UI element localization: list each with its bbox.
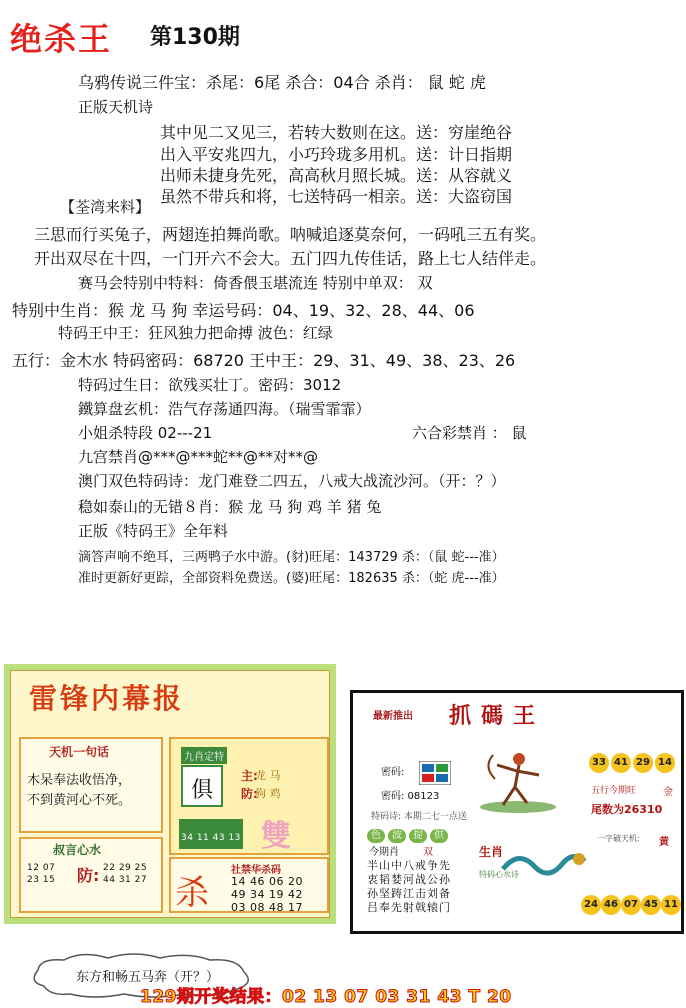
tema-poem-line: 特码诗: 本期二七一点送 bbox=[371, 812, 467, 822]
left-poster bbox=[4, 664, 336, 924]
heart-water-numbers: 12 07 bbox=[27, 863, 56, 873]
heart-water-numbers: 22 29 25 bbox=[103, 863, 148, 873]
kill-code-row: 49 34 19 42 bbox=[231, 888, 303, 901]
wuxing-tag: 五行今期旺 bbox=[591, 786, 637, 796]
ball-top: 29 bbox=[633, 753, 653, 773]
green-number-strip bbox=[179, 819, 243, 849]
small-line: 滴答声响不绝耳，三两鸭子水中游。(豺)旺尾：143729 杀：（鼠 蛇---准） bbox=[78, 550, 505, 565]
zhu-label: 主: bbox=[241, 769, 258, 783]
right-poster-title: 抓碼王 bbox=[449, 703, 546, 729]
one-word-value: 黄 bbox=[659, 837, 669, 848]
zodiac-label: 生肖 bbox=[479, 845, 504, 859]
ball-bottom: 07 bbox=[621, 895, 641, 915]
fang-value: 狗 鸡 bbox=[255, 787, 281, 800]
small-line: 准时更新好更踪，全部资料免费送。(婆)旺尾：182635 杀：（蛇 虎---准） bbox=[78, 571, 505, 586]
nine-zodiac-box bbox=[169, 737, 329, 855]
quanwan-title: 【荃湾来料】 bbox=[60, 198, 151, 216]
one-word-label: 一字破天机: bbox=[597, 834, 640, 843]
jiugong-line: 九宫禁肖@***@***蛇**@**对**@ bbox=[78, 448, 319, 466]
special-zodiac-line: 特别中生肖：猴 龙 马 狗 幸运号码：04、19、32、28、44、06 bbox=[12, 301, 475, 320]
wuxing-line: 五行：金木水 特码密码：68720 王中王：29、31、49、38、23、26 bbox=[12, 351, 516, 370]
kill-code-box bbox=[169, 857, 329, 913]
last-draw-result: 129期开奖结果：02 13 07 03 31 43 T 20 bbox=[140, 987, 512, 1007]
quanwan-line: 三思而行买兔子，两翅连拍舞尚歌。呐喊追逐莫奈何，一码吼三五有奖。 bbox=[34, 225, 547, 244]
heart-water-numbers: 44 31 27 bbox=[103, 875, 148, 885]
logo-icon bbox=[419, 761, 451, 785]
heart-water-fang: 防: bbox=[77, 866, 100, 885]
riddle-line: 不到黄河心不死。 bbox=[27, 793, 132, 808]
pill: 波 bbox=[388, 829, 406, 843]
poster-poem-line: 孙坚踌江击刘备 bbox=[367, 887, 451, 900]
cloud-text: 东方和畅五马奔（开？） bbox=[76, 970, 220, 985]
tema-full-line: 正版《特码王》全年料 bbox=[78, 522, 229, 540]
kill-char: 杀 bbox=[175, 873, 209, 913]
green-numbers: 34 11 43 13 bbox=[181, 833, 241, 843]
zhu-value: 龙 马 bbox=[255, 769, 281, 782]
tema-tag: 特码心水诗 bbox=[479, 870, 519, 879]
poem-line: 出入平安兆四九，小巧玲珑多用机。送：计日指期 bbox=[160, 145, 513, 164]
issue-number: 第130期 bbox=[150, 25, 240, 50]
ball-bottom: 11 bbox=[661, 895, 681, 915]
poem-title: 正版天机诗 bbox=[78, 98, 154, 116]
heart-water-numbers: 23 15 bbox=[27, 875, 56, 885]
riddle-line: 木呆奉法收悟净， bbox=[27, 773, 132, 788]
left-poster-title: 雷锋内幕报 bbox=[29, 682, 185, 715]
tema-king-line: 特码王中王：狂风独力把命搏 波色：红绿 bbox=[58, 324, 333, 342]
heart-water-heading: 叔言心水 bbox=[53, 843, 102, 857]
dragon-illustration-icon bbox=[499, 839, 589, 889]
tema-birthday-line: 特码过生日：欲残买壮丁。密码：3012 bbox=[78, 376, 342, 394]
heart-water-box bbox=[19, 837, 163, 913]
kill-code-heading: 社禁华杀码 bbox=[231, 865, 281, 876]
taishan-line: 稳如泰山的无错８肖：猴 龙 马 狗 鸡 羊 猪 兔 bbox=[78, 498, 382, 516]
xiaojie-line: 小姐杀特段 02---21 bbox=[78, 424, 213, 442]
poster-poem-line: 衷韬婪河战公孙 bbox=[367, 873, 451, 886]
ball-bottom: 45 bbox=[641, 895, 661, 915]
mi-label: 密码: bbox=[381, 767, 405, 778]
nine-zodiac-tag: 九肖定特 bbox=[181, 747, 227, 764]
pill: 色 bbox=[367, 829, 385, 843]
archer-illustration-icon bbox=[473, 745, 563, 815]
ball-top: 14 bbox=[655, 753, 675, 773]
macau-line: 澳门双色特码诗：龙门难登二四五，八戒大战流沙河。（开：？） bbox=[78, 472, 506, 490]
right-poster bbox=[350, 690, 684, 934]
quanwan-line: 开出双尽在十四，一门开六不会大。五门四九传佳话，路上七人结伴走。 bbox=[34, 249, 547, 268]
poster-poem-line: 半山中八戒争先 bbox=[367, 859, 451, 872]
mi2-label: 密码: 08123 bbox=[381, 791, 440, 802]
this-issue-label: 今期肖 bbox=[369, 847, 399, 858]
ju-box bbox=[181, 765, 223, 807]
poster-poem-line: 吕奉先射戟辕门 bbox=[367, 901, 451, 914]
brand-title: 绝杀王 bbox=[10, 20, 113, 58]
poem-line: 虽然不带兵和将，七送特码一相亲。送：大盗窃国 bbox=[160, 187, 513, 206]
tiesuan-line: 鐵算盘玄机：浩气存荡通四海。（瑞雪霏霏） bbox=[78, 400, 371, 418]
right-poster-header bbox=[353, 693, 681, 731]
new-label: 最新推出 bbox=[373, 711, 413, 722]
pill: 供 bbox=[430, 829, 448, 843]
poem-line: 其中见二又见三，若转大数则在这。送：穷崖绝谷 bbox=[160, 123, 513, 142]
ju-char: 俱 bbox=[191, 778, 214, 803]
this-issue-value: 双 bbox=[423, 847, 433, 858]
wuxing-jin: 金 bbox=[663, 787, 673, 798]
pill-row bbox=[367, 823, 451, 843]
kill-code-row: 03 08 48 17 bbox=[231, 901, 303, 914]
left-poster-panel bbox=[10, 670, 330, 918]
saima-line: 赛马会特别中特料：倚香偎玉堪流连 特别中单双： 双 bbox=[78, 274, 433, 292]
ball-top: 41 bbox=[611, 753, 631, 773]
riddle-box bbox=[19, 737, 163, 833]
ball-top: 33 bbox=[589, 753, 609, 773]
riddle-heading: 天机一句话 bbox=[49, 745, 110, 759]
poem-line: 出师未捷身先死，高高秋月照长城。送：从容就义 bbox=[160, 166, 513, 185]
wuya-line: 乌鸦传说三件宝：杀尾：6尾 杀合：04合 杀肖： 鼠 蛇 虎 bbox=[78, 73, 486, 92]
ball-bottom: 46 bbox=[601, 895, 621, 915]
wuxing-tail: 尾数为26310 bbox=[591, 803, 663, 816]
ball-bottom: 24 bbox=[581, 895, 601, 915]
pill: 提 bbox=[409, 829, 427, 843]
liuhe-line: 六合彩禁肖 ： 鼠 bbox=[412, 424, 527, 442]
fang-label: 防: bbox=[241, 787, 258, 801]
shuang-char: 雙 bbox=[261, 819, 291, 854]
kill-code-row: 14 46 06 20 bbox=[231, 875, 303, 888]
